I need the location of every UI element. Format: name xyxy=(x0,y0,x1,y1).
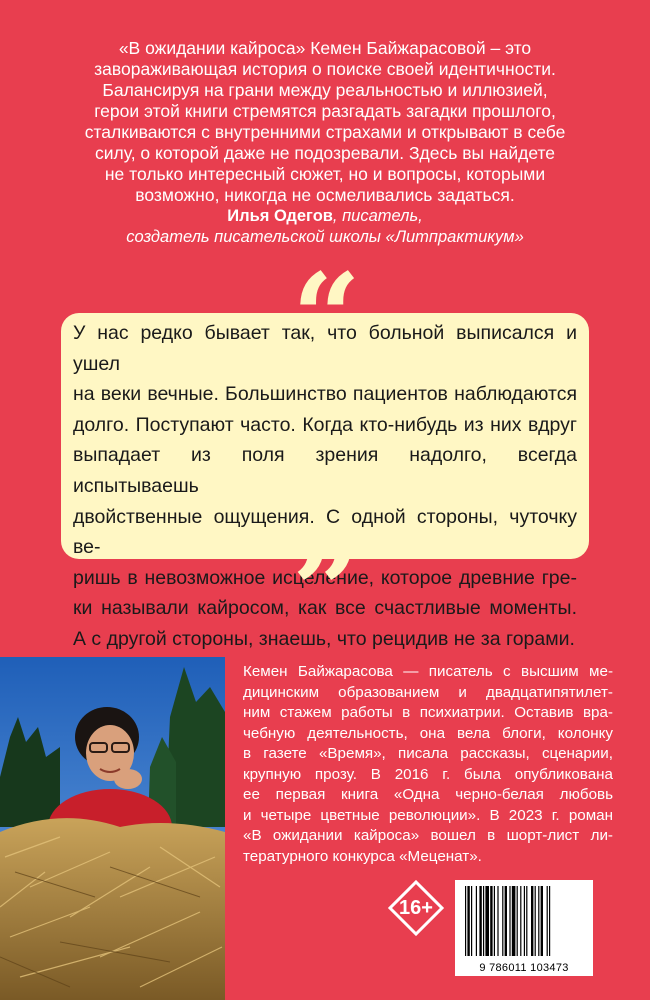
bio-line: крупную прозу. В 2016 г. была опубликована xyxy=(243,765,613,783)
barcode-bar xyxy=(531,886,533,956)
barcode-bar xyxy=(524,886,525,956)
blurb-line: герои этой книги стремятся разгадать загадки прошлого, xyxy=(94,101,556,121)
reviewer-school: создатель писательской школы «Литпрактикум» xyxy=(126,228,524,246)
barcode-bar xyxy=(535,886,536,956)
blurb xyxy=(40,38,610,248)
quote-line: У нас редко бывает так, что больной выписался и ушел xyxy=(73,322,577,375)
quote-line: А с другой стороны, знаешь, что рецидив не за горами. xyxy=(73,627,575,650)
bio-line: в газете «Время», писала рассказы, сценарии, xyxy=(243,745,613,762)
barcode-bar xyxy=(465,886,466,956)
close-quote-icon: ” xyxy=(292,521,362,662)
blurb-line: сталкиваются с внутренними страхами и открывают в себе xyxy=(84,122,566,142)
bio-line: «В ожидании кайроса» вошел в шорт-лист ли- xyxy=(243,827,613,844)
barcode-bar xyxy=(497,886,498,956)
barcode-bar xyxy=(509,886,510,956)
blurb-line: «В ожидании кайроса» Кемен Байжарасовой – это xyxy=(118,38,532,58)
barcode-bar xyxy=(485,886,489,956)
reviewer-name: Илья Одегов xyxy=(227,207,333,225)
barcode-bar xyxy=(505,886,507,956)
quote-line: на веки вечные. Большинство пациентов наблюдаются xyxy=(73,383,577,406)
barcode-bar xyxy=(526,886,527,956)
author-bio xyxy=(243,662,613,867)
barcode-bar xyxy=(502,886,503,956)
blurb-attribution xyxy=(40,206,610,227)
blurb-line: Балансируя на грани между реальностью и иллюзией, xyxy=(102,80,548,100)
barcode-bar xyxy=(483,886,484,956)
barcode-bar xyxy=(547,886,548,956)
barcode-bar xyxy=(471,886,472,956)
barcode-bar xyxy=(490,886,492,956)
age-rating: 16+ xyxy=(399,896,433,919)
barcode-bar xyxy=(549,886,550,956)
barcode-bar xyxy=(517,886,518,956)
blurb-line: возможно, никогда не осмеливались задаться. xyxy=(135,185,515,205)
barcode-bar xyxy=(467,886,469,956)
bio-line: Кемен Байжарасова — писатель с высшим ме- xyxy=(243,663,613,680)
barcode-bar xyxy=(520,886,521,956)
bio-line: чебную деятельность, она вела блоги, колонку xyxy=(243,724,613,742)
blurb-attribution-line2 xyxy=(40,227,610,248)
bio-line: ним стажем работы в психиатрии. Оставив вра- xyxy=(243,704,613,721)
bio-line: ее первая книга «Одна черно-белая любовь xyxy=(243,786,613,803)
blurb-line: не только интересный сюжет, но и вопросы, которыми xyxy=(104,164,546,184)
quote-line: выпадает из поля зрения надолго, всегда испытываешь xyxy=(73,444,577,497)
quote-line: ки называли кайросом, как все счастливые моменты. xyxy=(73,597,577,620)
barcode-bars-icon xyxy=(455,880,593,960)
barcode-bar xyxy=(479,886,481,956)
barcode-bar xyxy=(494,886,495,956)
bio-line: дицинским образованием и двадцатипятилет- xyxy=(243,683,613,701)
blurb-line: силу, о которой даже не подозревали. Здесь вы найдете xyxy=(94,143,556,163)
barcode-bar xyxy=(541,886,543,956)
bio-line: тературного конкурса «Меценат». xyxy=(243,847,482,865)
quote-line: ришь в невозможное исцеление, которое древние гре- xyxy=(73,566,577,589)
bio-line: и четыре цветные революции». В 2023 г. роман xyxy=(243,806,613,824)
barcode-bar xyxy=(538,886,539,956)
barcode-bar xyxy=(476,886,477,956)
barcode-digits: 9 786011 103473 xyxy=(479,962,569,974)
reviewer-role: , писатель, xyxy=(332,207,423,225)
blurb-line: завораживающая история о поиске своей идентичности. xyxy=(94,59,556,79)
isbn-barcode xyxy=(455,880,593,976)
quote-line: долго. Поступают часто. Когда кто-нибудь из них вдруг xyxy=(73,413,577,436)
author-photo xyxy=(0,657,225,1000)
quote-line: двойственные ощущения. С одной стороны, чуточку ве- xyxy=(73,505,577,559)
barcode-bar xyxy=(512,886,516,956)
